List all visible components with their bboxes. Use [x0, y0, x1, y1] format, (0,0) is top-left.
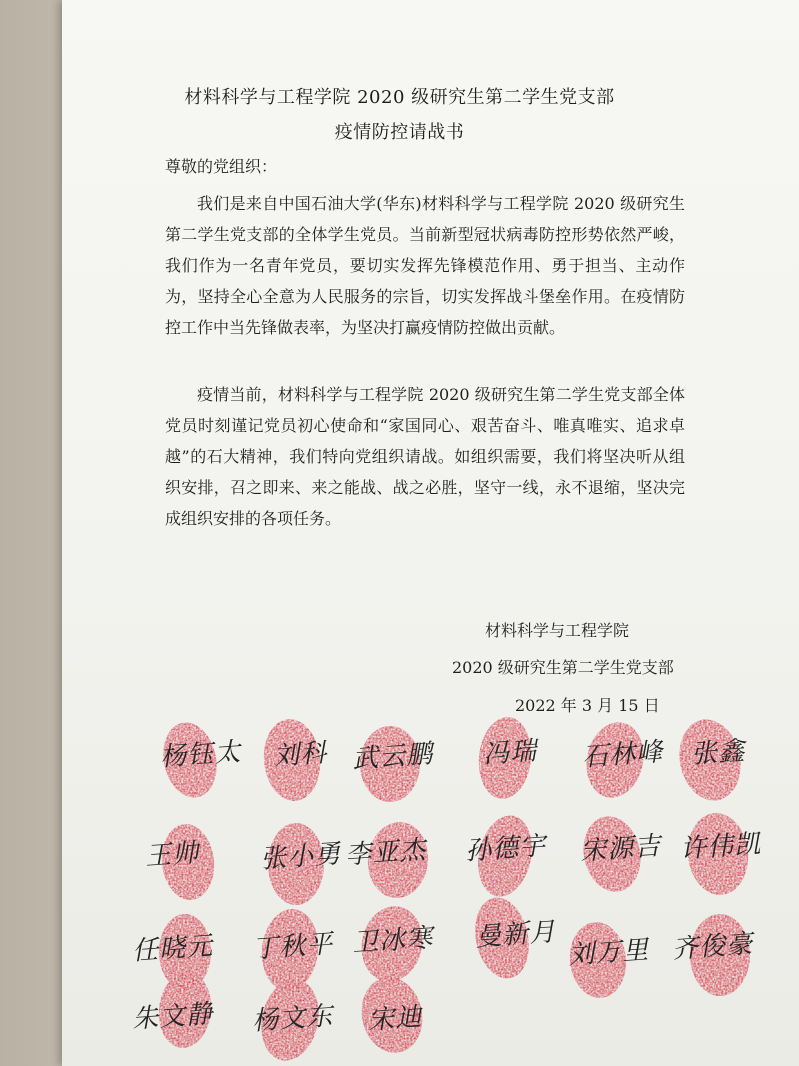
handwritten-signature: 任晓元: [130, 931, 214, 967]
handwritten-signature: 杨钰太: [158, 737, 242, 773]
handwritten-signature: 许伟凯: [678, 829, 762, 865]
handwritten-signature: 刘万里: [566, 935, 650, 971]
handwritten-signature: 宋源吉: [578, 831, 662, 867]
handwritten-signature: 冯瑞: [482, 736, 539, 770]
signoff-date: 2022 年 3 月 15 日: [515, 696, 660, 715]
salutation: 尊敬的党组织：: [165, 157, 278, 176]
handwritten-signature: 孙德宇: [463, 831, 547, 867]
handwritten-signature: 宋迪: [367, 1002, 424, 1036]
handwritten-signature: 朱文静: [130, 999, 214, 1035]
signoff-school: 材料科学与工程学院: [485, 621, 630, 640]
body-paragraph-2: 疫情当前，材料科学与工程学院 2020 级研究生第二学生党支部全体党员时刻谨记党员初心使命和“家国同心、艰苦奋斗、唯真唯实、追求卓越”的石大精神，我们特向党组织请战。如组织需要，我们将坚决听从组织安排，召之即来、来之能战、战之必胜，坚守一线，永不退缩，坚决完成组织安排的各项任务。: [165, 385, 685, 528]
document-subtitle: 疫情防控请战书: [334, 122, 465, 143]
handwritten-signature: 丁秋平: [250, 929, 334, 965]
handwritten-signature: 武云鹏: [350, 739, 434, 775]
handwritten-signature: 张鑫: [690, 736, 747, 770]
body-paragraph-1: 我们是来自中国石油大学(华东)材料科学与工程学院 2020 级研究生第二学生党支部的全体学生党员。当前新型冠状病毒防控形势依然严峻，我们作为一名青年党员，要切实发挥先锋模范作用、勇于担当、主动作为，坚持全心全意为人民服务的宗旨，切实发挥战斗堡垒作用。在疫情防控工作中当先锋做表率，为坚决打赢疫情防控做出贡献。: [165, 194, 685, 337]
handwritten-signature: 杨文东: [250, 1001, 334, 1037]
handwritten-signature: 卫冰寒: [350, 923, 434, 959]
handwritten-signature: 张小勇: [258, 839, 342, 875]
document-title: 材料科学与工程学院 2020 级研究生第二学生党支部: [184, 87, 615, 108]
handwritten-signature: 石林峰: [580, 737, 664, 773]
handwritten-signature: 刘科: [272, 738, 329, 772]
signoff-branch: 2020 级研究生第二学生党支部: [452, 658, 674, 677]
handwritten-signature: 王帅: [144, 838, 201, 872]
handwritten-signature: 李亚杰: [343, 835, 427, 871]
handwritten-signature: 齐俊豪: [670, 929, 754, 965]
handwritten-signature: 曼新月: [473, 917, 557, 953]
